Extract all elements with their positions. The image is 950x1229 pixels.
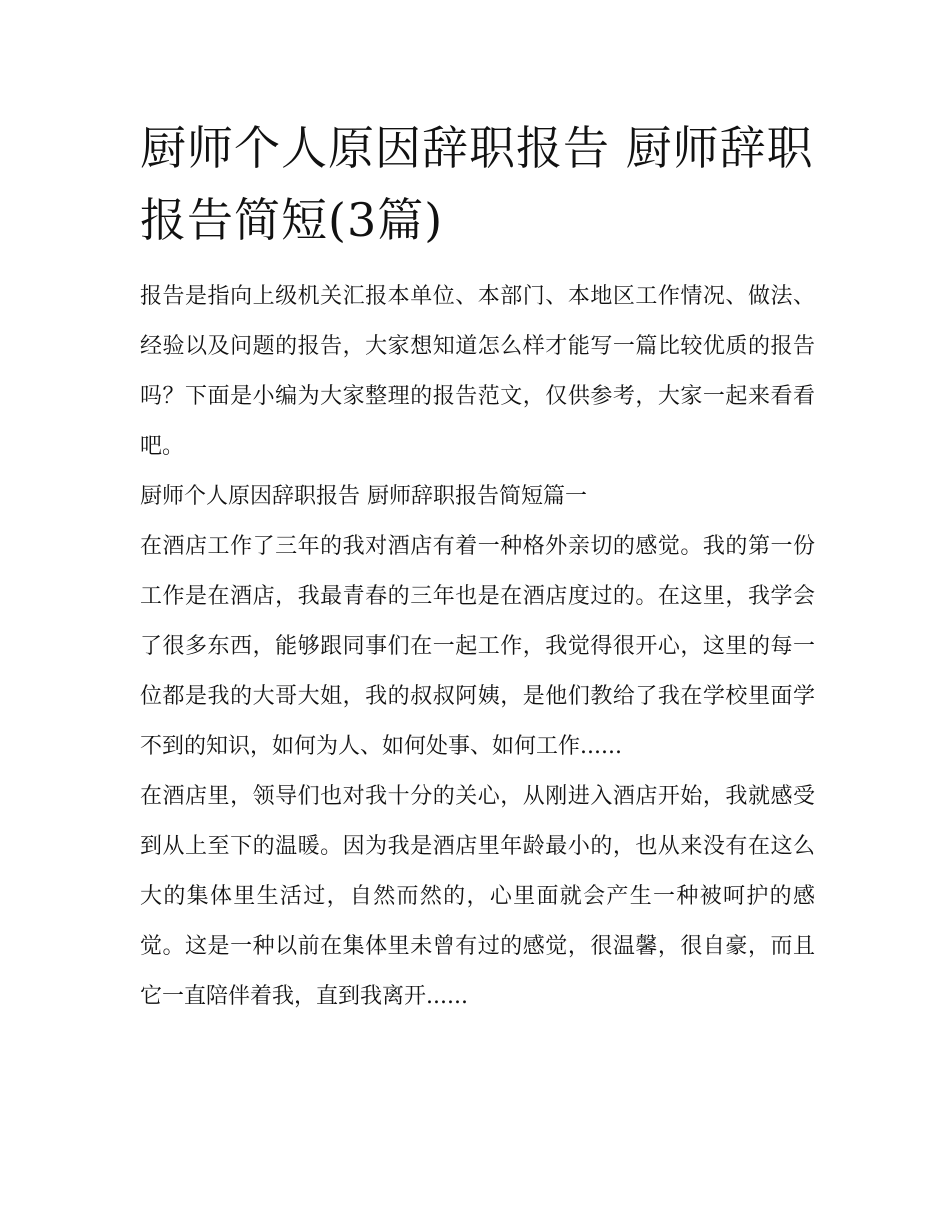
document-title: 厨师个人原因辞职报告 厨师辞职报告简短(3篇)	[140, 121, 814, 247]
body-paragraph-1: 在酒店工作了三年的我对酒店有着一种格外亲切的感觉。我的第一份工作是在酒店，我最青春的三年也是在酒店度过的。在这里，我学会了很多东西，能够跟同事们在一起工作，我觉得很开心，这里的每一位都是我的大哥大姐，我的叔叔阿姨，是他们教给了我在学校里面学不到的知识，如何为人、如何处事、如何工作......	[140, 534, 815, 759]
intro-paragraph: 报告是指向上级机关汇报本单位、本部门、本地区工作情况、做法、经验以及问题的报告，大家想知道怎么样才能写一篇比较优质的报告吗？下面是小编为大家整理的报告范文，仅供参考，大家一起来看看吧。	[140, 284, 815, 459]
document-page	[140, 112, 815, 1022]
section-heading: 厨师个人原因辞职报告 厨师辞职报告简短篇一	[140, 484, 587, 509]
body-paragraph-2: 在酒店里，领导们也对我十分的关心，从刚进入酒店开始，我就感受到从上至下的温暖。因为我是酒店里年龄最小的，也从来没有在这么大的集体里生活过，自然而然的，心里面就会产生一种被呵护的感觉。这是一种以前在集体里未曾有过的感觉，很温馨，很自豪，而且它一直陪伴着我，直到我离开......	[140, 784, 815, 1009]
